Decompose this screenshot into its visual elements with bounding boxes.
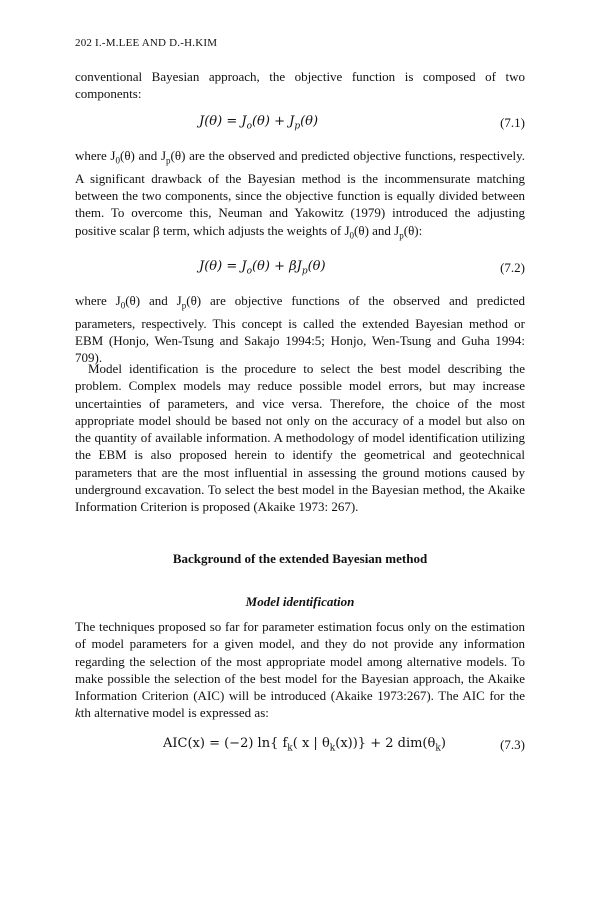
equation-7-2-number: (7.2)	[500, 260, 525, 275]
equation-7-1-number: (7.1)	[500, 115, 525, 130]
equation-7-3-expression: AIC(x) = (−2) ln{ $f_k$( x | $\theta_k(x))\} + 2$ $dim(\theta_k)$	[163, 736, 446, 754]
paragraph-3: where $J_0(\theta)$ and $J_p(\theta)$ are objective functions of the observed and predicted parameters, respectively. This concept is called the extended Bayesian method or EBM (Honjo, Wen-Tsung and Sakajo 1994:5; Honjo, Wen-Tsung and Guha 1994: 709).	[75, 293, 525, 366]
equation-7-3	[75, 734, 525, 756]
equation-7-3-number: (7.3)	[500, 737, 525, 752]
equation-7-2-expression: $J(\theta) = J_o(\theta) + \beta J_p(\theta)$	[199, 259, 326, 277]
section-heading: Background of the extended Bayesian method	[172, 551, 428, 566]
equation-7-1-expression: $J(\theta) = J_o(\theta) + J_p(\theta)$	[199, 114, 319, 132]
paragraph-4: Model identification is the procedure to select the best model describing the problem. Complex models may reduce possible model errors, but may increase uncertainties of parameters, and vice versa. Therefore, the choice of the most appropriate model should be based not only on the accuracy of a model but also on the quantity of available information. A methodology of model identification utilizing the EBM is also proposed herein to identify the geometrical and geotechnical parameters that are the most influential in assessing the ground motions caused by underground excavation. To select the best model in the Bayesian method, the Akaike Information Criterion is proposed (Akaike 1973: 267).	[75, 361, 525, 515]
subsection-heading: Model identification	[245, 594, 355, 609]
paragraph-2: where $J_0(\theta)$ and $J_p(\theta)$ are the observed and predicted objective functions, respectively. A significant drawback of the Bayesian method is the incommensurate matching between the two components, since the objective function is equally divided between them. To overcome this, Neuman and Yakowitz (1979) introduced the adjusting positive scalar β term, which adjusts the weights of $J_0(\theta)$ and $J_p(\theta)$:	[75, 148, 525, 241]
equation-7-1	[75, 112, 525, 134]
running-head: 202 I.-M.LEE AND D.-H.KIM	[75, 37, 218, 49]
paragraph-1: conventional Bayesian approach, the objective function is composed of two components:	[75, 69, 525, 102]
paragraph-5: The techniques proposed so far for parameter estimation focus only on the estimation of model parameters for a given model, and they do not provide any information regarding the selection of the most appropriate model among alternative models. To make possible the selection of the best model for the Bayesian approach, the Akaike Information Criterion (AIC) will be introduced (Akaike 1973:267). The AIC for the kth alternative model is expressed as:	[75, 619, 525, 721]
equation-7-2	[75, 257, 525, 279]
